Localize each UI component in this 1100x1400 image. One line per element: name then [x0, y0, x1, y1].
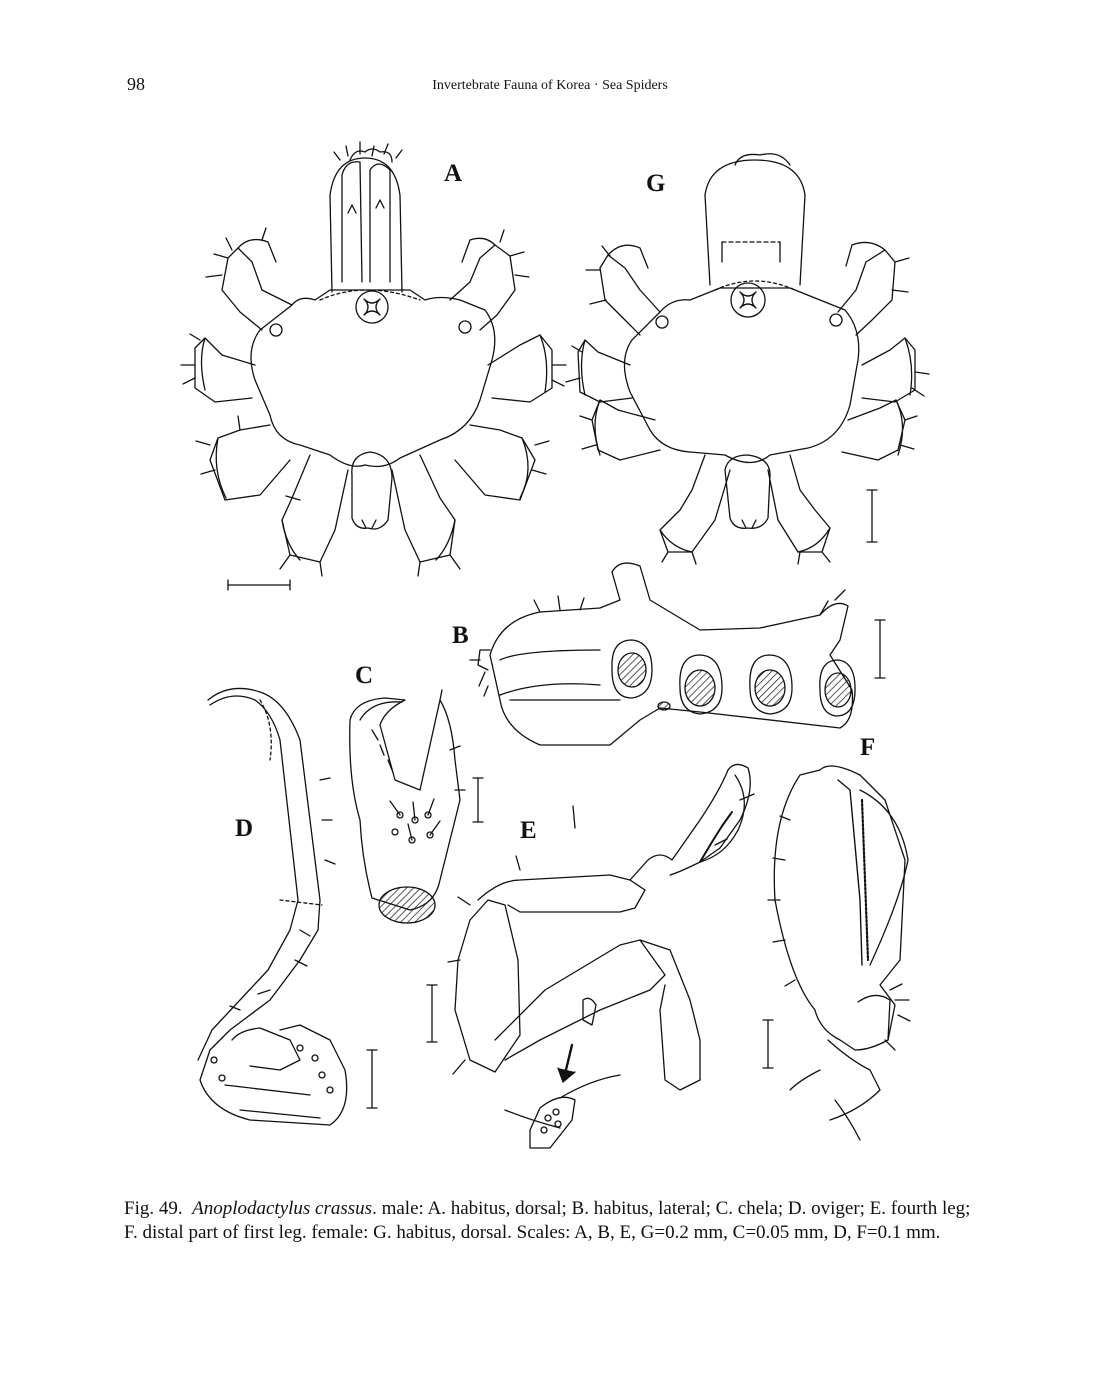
drawing-g-female-dorsal: [566, 154, 929, 564]
page-number: 98: [127, 74, 145, 94]
drawing-a-male-dorsal: [181, 142, 566, 590]
figure-number: Fig. 49.: [124, 1198, 183, 1219]
drawing-c-chela: [350, 690, 483, 923]
panel-label-f: F: [860, 734, 876, 761]
panel-label-g: G: [646, 170, 666, 197]
panel-label-a: A: [444, 160, 463, 187]
species-name: Anoplodactylus crassus: [192, 1198, 373, 1219]
figure-caption: [124, 1197, 976, 1245]
panel-label-d: D: [235, 815, 254, 842]
panel-label-c: C: [355, 662, 374, 689]
drawing-b-male-lateral: [470, 563, 885, 745]
caption-text: . male: A. habitus, dorsal; B. habitus, lateral; C. chela; D. oviger; E. fourth leg; F. distal part of first leg. female: G. habitus, dorsal. Scales: A, B, E, G=0.2 mm, C=0.05 mm, D, F=0.1 mm.: [124, 1198, 971, 1243]
panel-label-e: E: [520, 817, 537, 844]
panel-label-b: B: [452, 622, 469, 649]
drawing-f-first-leg-distal: [763, 766, 910, 1140]
running-title: Invertebrate Fauna of Korea · Sea Spiders: [432, 78, 668, 93]
